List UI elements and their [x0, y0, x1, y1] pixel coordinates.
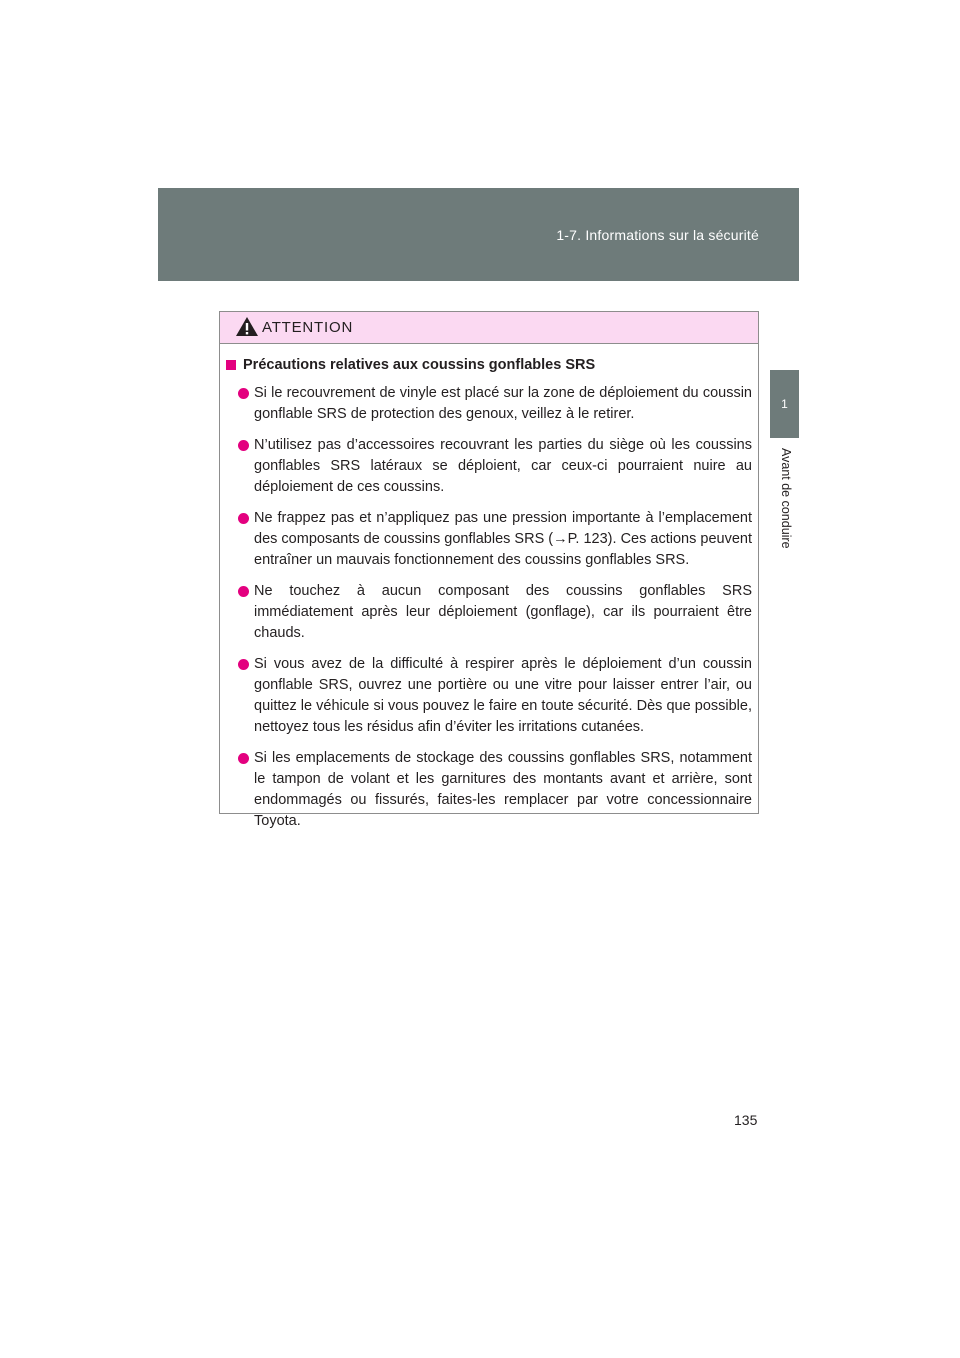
page-number: 135	[734, 1112, 758, 1128]
square-bullet-icon	[226, 360, 236, 370]
bullet-dot-icon	[238, 753, 249, 764]
bullet-dot-icon	[238, 440, 249, 451]
warning-subtitle-text: Précautions relatives aux coussins gonflables SRS	[243, 357, 596, 373]
section-header-band	[158, 188, 799, 281]
chapter-number: 1	[781, 397, 788, 411]
list-item: Si vous avez de la difficulté à respirer après le déploiement d’un coussin gonflable SRS, ouvrez une portière ou une vitre pour laisser entrer l’air, ou quittez le véhicule si vous pouvez le faire en toute sécurité. Dès que possible, nettoyez tous les résidus afin d’éviter les irritations cutanées.	[224, 654, 752, 738]
warning-box	[219, 311, 759, 829]
warning-list	[224, 383, 752, 832]
list-item: N’utilisez pas d’accessoires recouvrant les parties du siège où les coussins gonflables SRS latéraux se déploient, car ceux-ci pourraient nuire au déploiement de ces coussins.	[224, 435, 752, 498]
bullet-dot-icon	[238, 659, 249, 670]
warning-subtitle	[224, 355, 752, 376]
warning-body	[220, 344, 758, 832]
bullet-dot-icon	[238, 513, 249, 524]
list-item: Si le recouvrement de vinyle est placé sur la zone de déploiement du coussin gonflable SRS de protection des genoux, veillez à le retirer.	[224, 383, 752, 425]
chapter-tab	[770, 370, 799, 438]
warning-triangle-icon	[235, 316, 259, 337]
list-item: Si les emplacements de stockage des coussins gonflables SRS, notamment le tampon de volant et les garnitures des montants avant et arrière, sont endommagés ou fissurés, faites-les remplacer par votre concessionnaire Toyota.	[224, 748, 752, 832]
chapter-label: Avant de conduire	[779, 448, 793, 549]
list-item: Ne frappez pas et n’appliquez pas une pression importante à l’emplacement des composants de coussins gonflables SRS (→P. 123). Ces actions peuvent entraîner un mauvais fonctionnement des coussins gonflables SRS.	[224, 508, 752, 571]
warning-title: ATTENTION	[262, 319, 354, 336]
bullet-dot-icon	[238, 388, 249, 399]
warning-header	[220, 312, 758, 344]
section-title: 1-7. Informations sur la sécurité	[556, 227, 759, 243]
list-item: Ne touchez à aucun composant des coussins gonflables SRS immédiatement après leur déploiement (gonflage), car ils pourraient être chauds.	[224, 581, 752, 644]
bullet-dot-icon	[238, 586, 249, 597]
